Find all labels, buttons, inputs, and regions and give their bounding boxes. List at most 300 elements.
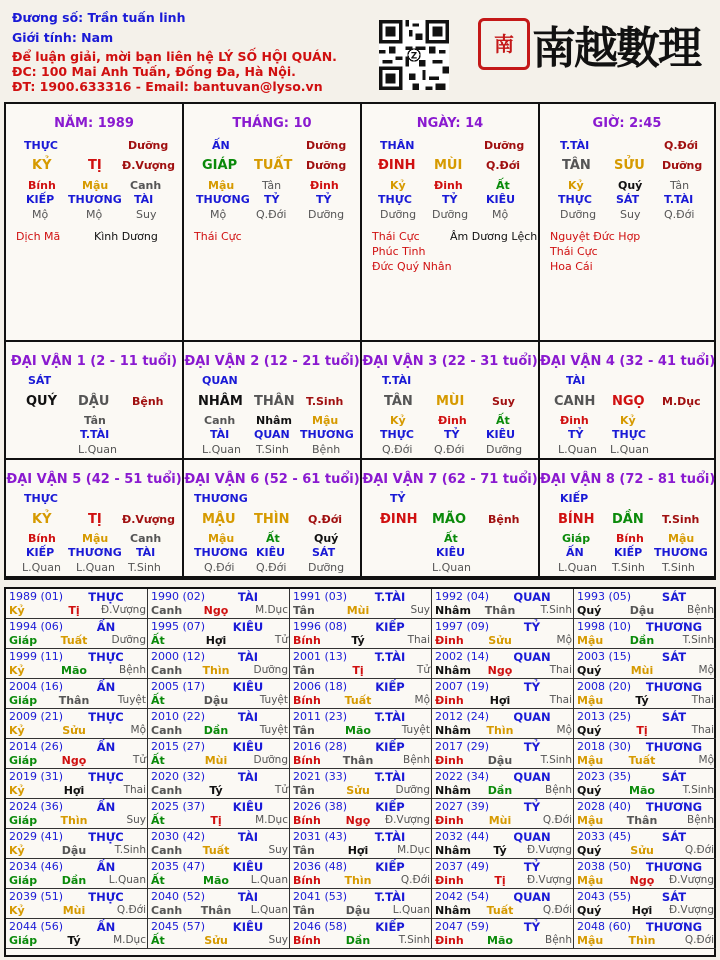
year-stem: Kỷ	[9, 604, 25, 617]
year-cell	[6, 679, 148, 709]
dai-van-term: Tân	[84, 414, 106, 427]
year-star: SÁT	[661, 890, 687, 904]
year-stem: Quý	[577, 604, 602, 617]
year-stem: Mậu	[577, 814, 604, 827]
pillar-term: Mộ	[492, 208, 509, 221]
pillar-term: Ất	[496, 179, 510, 192]
year-stem: Kỷ	[9, 784, 25, 797]
year-cell	[148, 589, 290, 619]
year-phase: Tuyệt	[401, 724, 430, 736]
year-branch: Thìn	[486, 724, 514, 737]
year-cell	[148, 919, 290, 949]
year-star: QUAN	[513, 590, 551, 604]
year-branch: Ngọ	[203, 604, 229, 617]
year-branch: Ngọ	[629, 874, 655, 887]
year-label: 2028 (40)	[577, 800, 632, 813]
year-branch: Mùi	[630, 664, 654, 677]
year-stem: Bính	[293, 634, 321, 647]
year-stem: Đinh	[435, 634, 464, 647]
dai-van-term: DẦN	[612, 512, 644, 527]
year-cell	[290, 829, 432, 859]
year-star: QUAN	[513, 770, 551, 784]
pillar-term: Nguyệt Đức Hợp	[550, 230, 641, 243]
year-phase: Dưỡng	[111, 634, 146, 646]
pillar-term: TỶ	[316, 193, 332, 206]
year-branch: Tý	[209, 784, 223, 797]
dai-van-term: THÂN	[254, 394, 295, 409]
pillar-term: Dưỡng	[308, 208, 345, 221]
dai-van-term: Kỷ	[620, 414, 636, 427]
year-label: 1992 (04)	[435, 590, 490, 603]
pillar-term: TUẤT	[254, 158, 293, 173]
year-phase: Tử	[274, 634, 288, 646]
dai-van-term: SÁT	[28, 374, 52, 387]
year-label: 2025 (37)	[151, 800, 206, 813]
year-stem: Mậu	[577, 874, 604, 887]
year-stem: Mậu	[577, 934, 604, 947]
year-stem: Ất	[151, 814, 165, 827]
pillar-term: Đinh	[434, 179, 463, 192]
year-branch: Tị	[210, 814, 222, 827]
year-cell	[148, 889, 290, 919]
year-stem: Đinh	[435, 874, 464, 887]
year-label: 2041 (53)	[293, 890, 348, 903]
yearly-grid	[4, 587, 716, 957]
dai-van-term: L.Quan	[78, 443, 117, 456]
year-cell	[290, 739, 432, 769]
year-stem: Bính	[293, 934, 321, 947]
pillar-term: T.TÀI	[664, 193, 694, 206]
year-star: KIÊU	[232, 620, 264, 634]
pillar-term: Kỷ	[390, 179, 406, 192]
year-label: 2009 (21)	[9, 710, 64, 723]
dai-van-term: THỰC	[24, 492, 58, 505]
year-branch: Thìn	[628, 934, 656, 947]
pillar-term: Canh	[130, 179, 162, 192]
year-star: KIẾP	[375, 920, 405, 934]
dai-van-term: Q.Đới	[308, 513, 343, 526]
year-stem: Kỷ	[9, 664, 25, 677]
year-branch: Hợi	[63, 784, 85, 797]
year-star: TÀI	[237, 830, 259, 844]
dai-van-term: KIÊU	[256, 546, 286, 559]
pillar-cell	[540, 104, 714, 342]
year-phase: Q.Đới	[542, 904, 572, 916]
year-star: KIẾP	[375, 620, 405, 634]
dai-van-term: Bính	[28, 532, 56, 545]
year-stem: Ất	[151, 754, 165, 767]
year-branch: Mão	[487, 934, 513, 947]
year-branch: Mão	[61, 664, 87, 677]
year-stem: Canh	[151, 844, 183, 857]
year-stem: Quý	[577, 664, 602, 677]
year-stem: Tân	[293, 844, 315, 857]
dai-van-term: TÀI	[136, 546, 156, 559]
dai-van-title: ĐẠI VẬN 2 (12 - 21 tuổi)	[184, 354, 360, 369]
year-phase: L.Quan	[250, 904, 288, 916]
year-phase: Tuyệt	[259, 724, 288, 736]
pillar-term: ĐINH	[378, 158, 416, 173]
year-phase: L.Quan	[108, 874, 146, 886]
year-label: 2010 (22)	[151, 710, 206, 723]
year-star: THỰC	[88, 590, 124, 604]
dai-van-term: Canh	[204, 414, 236, 427]
year-cell	[290, 589, 432, 619]
pillar-term: Thái Cực	[372, 230, 420, 243]
dai-van-cell	[184, 342, 362, 460]
pillar-term: Thái Cực	[194, 230, 242, 243]
pillar-cell	[6, 104, 184, 342]
year-label: 2039 (51)	[9, 890, 64, 903]
dai-van-cell	[540, 460, 714, 578]
dai-van-term: KIẾP	[26, 546, 55, 559]
year-stem: Tân	[293, 604, 315, 617]
year-star: KIÊU	[232, 680, 264, 694]
year-star: KIÊU	[232, 860, 264, 874]
year-phase: Bệnh	[403, 754, 430, 766]
dai-van-term: T.TÀI	[80, 428, 110, 441]
year-cell	[574, 889, 716, 919]
dai-van-term: Mậu	[82, 532, 109, 545]
pillar-cell	[184, 104, 362, 342]
pillar-term: MÙI	[434, 158, 463, 173]
year-branch: Ngọ	[61, 754, 87, 767]
year-stem: Mậu	[577, 634, 604, 647]
pillar-term: Dưỡng	[432, 208, 469, 221]
dai-van-term: Bệnh	[312, 443, 341, 456]
year-stem: Kỷ	[9, 904, 25, 917]
year-branch: Tý	[493, 844, 507, 857]
year-label: 2033 (45)	[577, 830, 632, 843]
year-star: TỶ	[523, 680, 541, 694]
year-cell	[432, 709, 574, 739]
dai-van-term: L.Quan	[76, 561, 115, 574]
pillar-term: Mậu	[208, 179, 235, 192]
year-branch: Sửu	[346, 784, 370, 797]
year-phase: Dưỡng	[395, 784, 430, 796]
pillar-title: NĂM: 1989	[54, 116, 134, 131]
year-star: SÁT	[661, 710, 687, 724]
year-star: THỰC	[88, 890, 124, 904]
dai-van-cell	[362, 342, 540, 460]
logo-seal: 南	[478, 18, 530, 70]
dai-van-cell	[362, 460, 540, 578]
year-label: 2005 (17)	[151, 680, 206, 693]
year-star: THỰC	[88, 830, 124, 844]
dai-van-term: T.Sinh	[256, 443, 289, 456]
pillar-term: THƯƠNG	[68, 193, 122, 206]
year-label: 2048 (60)	[577, 920, 632, 933]
dai-van-term: T.Sinh	[128, 561, 161, 574]
dai-van-term: Ất	[496, 414, 510, 427]
year-label: 1995 (07)	[151, 620, 206, 633]
pillar-term: T.TÀI	[560, 139, 590, 152]
year-cell	[432, 829, 574, 859]
year-star: SÁT	[661, 770, 687, 784]
year-branch: Tuất	[202, 844, 230, 857]
year-phase: Đ.Vượng	[668, 904, 714, 916]
year-stem: Quý	[577, 904, 602, 917]
year-stem: Quý	[577, 784, 602, 797]
year-phase: T.Sinh	[114, 844, 146, 856]
year-phase: L.Quan	[392, 904, 430, 916]
year-branch: Tuất	[628, 754, 656, 767]
year-stem: Nhâm	[435, 844, 471, 857]
pillar-term: Dưỡng	[560, 208, 597, 221]
year-stem: Nhâm	[435, 904, 471, 917]
year-stem: Bính	[293, 754, 321, 767]
year-branch: Mão	[203, 874, 229, 887]
year-cell	[574, 769, 716, 799]
dai-van-term: ẤN	[566, 546, 584, 559]
year-label: 1990 (02)	[151, 590, 206, 603]
year-stem: Nhâm	[435, 664, 471, 677]
dai-van-term: TÀI	[566, 374, 586, 387]
year-cell	[148, 739, 290, 769]
dai-van-term: Kỷ	[390, 414, 406, 427]
year-star: ẤN	[96, 680, 116, 694]
year-label: 2036 (48)	[293, 860, 348, 873]
year-phase: Tuyệt	[117, 694, 146, 706]
year-branch: Mùi	[346, 604, 370, 617]
year-cell	[574, 829, 716, 859]
year-phase: Q.Đới	[684, 934, 714, 946]
owner-name: Đương số: Trần tuấn linh	[12, 10, 186, 25]
pillar-term: TÀI	[134, 193, 154, 206]
year-stem: Ất	[151, 634, 165, 647]
year-branch: Dần	[345, 934, 371, 947]
year-stem: Bính	[293, 874, 321, 887]
year-star: KIẾP	[375, 740, 405, 754]
year-label: 2034 (46)	[9, 860, 64, 873]
pillar-term: Thái Cực	[550, 245, 598, 258]
pillar-term: THƯƠNG	[196, 193, 250, 206]
year-cell	[574, 679, 716, 709]
year-branch: Thìn	[202, 664, 230, 677]
year-star: THƯƠNG	[645, 920, 703, 934]
pillar-term: Dịch Mã	[16, 230, 61, 243]
year-cell	[574, 799, 716, 829]
year-cell	[574, 919, 716, 949]
year-stem: Canh	[151, 604, 183, 617]
dai-van-term: L.Quan	[202, 443, 241, 456]
dai-van-term: QUAN	[202, 374, 238, 387]
header	[0, 0, 720, 100]
year-label: 2002 (14)	[435, 650, 490, 663]
year-star: T.TÀI	[374, 650, 406, 664]
year-phase: Tuyệt	[259, 694, 288, 706]
year-label: 2032 (44)	[435, 830, 490, 843]
year-star: TỶ	[523, 620, 541, 634]
year-cell	[6, 919, 148, 949]
dai-van-cell	[184, 460, 362, 578]
dai-van-term: T.Sinh	[662, 561, 695, 574]
dai-van-term: SÁT	[312, 546, 336, 559]
year-branch: Sửu	[488, 634, 512, 647]
pillar-term: Tân	[670, 179, 690, 192]
year-star: T.TÀI	[374, 830, 406, 844]
year-label: 2020 (32)	[151, 770, 206, 783]
year-stem: Ất	[151, 874, 165, 887]
year-star: KIÊU	[232, 800, 264, 814]
year-phase: M.Dục	[255, 604, 288, 616]
year-label: 2000 (12)	[151, 650, 206, 663]
year-stem: Nhâm	[435, 724, 471, 737]
pillar-cell	[362, 104, 540, 342]
dai-van-title: ĐẠI VẬN 8 (72 - 81 tuổi)	[540, 472, 716, 487]
year-phase: Thai	[549, 664, 572, 676]
dai-van-term: Suy	[492, 395, 515, 408]
dai-van-term: Q.Đới	[434, 443, 465, 456]
pillar-term: Q.Đới	[256, 208, 287, 221]
pillar-term: Đ.Vượng	[122, 159, 176, 172]
year-branch: Dậu	[203, 694, 229, 707]
dai-van-term: TỶ	[390, 492, 406, 505]
year-phase: M.Dục	[255, 814, 288, 826]
year-branch: Hợi	[347, 844, 369, 857]
dai-van-term: TỶ	[444, 428, 460, 441]
year-star: TỶ	[523, 800, 541, 814]
year-phase: Bệnh	[687, 814, 714, 826]
year-label: 2016 (28)	[293, 740, 348, 753]
year-cell	[290, 649, 432, 679]
year-label: 2003 (15)	[577, 650, 632, 663]
year-label: 2030 (42)	[151, 830, 206, 843]
year-label: 2019 (31)	[9, 770, 64, 783]
year-stem: Đinh	[435, 694, 464, 707]
year-phase: Mộ	[556, 724, 572, 736]
dai-van-term: KIẾP	[560, 492, 589, 505]
year-cell	[6, 739, 148, 769]
year-star: QUAN	[513, 890, 551, 904]
dai-van-term: THƯƠNG	[194, 492, 248, 505]
pillar-term: Q.Đới	[664, 139, 699, 152]
year-cell	[432, 889, 574, 919]
year-star: KIẾP	[375, 800, 405, 814]
dai-van-term: Giáp	[562, 532, 591, 545]
year-branch: Dậu	[61, 844, 87, 857]
year-branch: Mùi	[488, 814, 512, 827]
dai-van-term: QUÝ	[26, 394, 58, 409]
year-phase: Tử	[274, 784, 288, 796]
dai-van-term: THỰC	[380, 428, 414, 441]
year-cell	[574, 859, 716, 889]
year-label: 2015 (27)	[151, 740, 206, 753]
dai-van-term: L.Quan	[432, 561, 471, 574]
year-star: THỰC	[88, 710, 124, 724]
year-phase: T.Sinh	[682, 784, 714, 796]
year-cell	[432, 859, 574, 889]
dai-van-term: KIẾP	[614, 546, 643, 559]
year-stem: Tân	[293, 784, 315, 797]
year-stem: Ất	[151, 694, 165, 707]
year-phase: Q.Đới	[684, 844, 714, 856]
year-branch: Tị	[68, 604, 80, 617]
dai-van-term: Bính	[616, 532, 644, 545]
dai-van-term: Quý	[314, 532, 339, 545]
year-label: 2031 (43)	[293, 830, 348, 843]
year-stem: Bính	[293, 694, 321, 707]
dai-van-term: Đ.Vượng	[122, 513, 176, 526]
year-label: 2001 (13)	[293, 650, 348, 663]
year-star: T.TÀI	[374, 590, 406, 604]
year-cell	[148, 619, 290, 649]
dai-van-term: TỶ	[568, 428, 584, 441]
year-phase: Đ.Vượng	[384, 814, 430, 826]
year-phase: Tử	[416, 664, 430, 676]
year-branch: Tý	[635, 694, 649, 707]
year-phase: Bệnh	[687, 604, 714, 616]
year-branch: Dần	[203, 724, 229, 737]
year-phase: Bệnh	[119, 664, 146, 676]
dai-van-term: MẬU	[202, 512, 236, 527]
year-label: 2043 (55)	[577, 890, 632, 903]
year-cell	[290, 859, 432, 889]
year-phase: Mộ	[556, 634, 572, 646]
year-label: 2042 (54)	[435, 890, 490, 903]
pillar-term: Đinh	[310, 179, 339, 192]
year-stem: Canh	[151, 724, 183, 737]
pillar-term: THỰC	[24, 139, 58, 152]
year-cell	[290, 769, 432, 799]
year-cell	[432, 649, 574, 679]
pillar-term: KIẾP	[26, 193, 55, 206]
year-label: 1999 (11)	[9, 650, 64, 663]
logo-text: 南越數理	[532, 23, 700, 74]
year-star: TỶ	[523, 740, 541, 754]
year-phase: Thai	[407, 634, 430, 646]
year-stem: Canh	[151, 904, 183, 917]
year-label: 2038 (50)	[577, 860, 632, 873]
year-stem: Mậu	[577, 694, 604, 707]
year-phase: Bệnh	[545, 934, 572, 946]
dai-van-term: NGỌ	[612, 394, 645, 409]
year-branch: Thân	[342, 754, 374, 767]
dai-van-term: L.Quan	[558, 561, 597, 574]
pillar-term: Tân	[262, 179, 282, 192]
pillar-term: SÁT	[616, 193, 640, 206]
year-stem: Nhâm	[435, 604, 471, 617]
year-branch: Tuất	[344, 694, 372, 707]
year-cell	[290, 799, 432, 829]
year-label: 1996 (08)	[293, 620, 348, 633]
year-phase: Thai	[549, 694, 572, 706]
pillar-term: Bính	[28, 179, 56, 192]
year-star: TÀI	[237, 890, 259, 904]
qr-code[interactable]	[379, 20, 449, 90]
chart-grid	[4, 102, 716, 580]
year-phase: Mộ	[414, 694, 430, 706]
year-cell	[6, 649, 148, 679]
year-phase: T.Sinh	[398, 934, 430, 946]
year-label: 2013 (25)	[577, 710, 632, 723]
year-cell	[432, 799, 574, 829]
pillar-term: Quý	[618, 179, 643, 192]
year-phase: Thai	[123, 784, 146, 796]
dai-van-term: Q.Đới	[204, 561, 235, 574]
year-branch: Sửu	[62, 724, 86, 737]
year-phase: Đ.Vượng	[100, 604, 146, 616]
year-star: KIÊU	[232, 740, 264, 754]
year-branch: Tị	[494, 874, 506, 887]
pillar-term: Dưỡng	[380, 208, 417, 221]
dai-van-term: Canh	[130, 532, 162, 545]
pillar-term: Kỷ	[568, 179, 584, 192]
year-cell	[574, 619, 716, 649]
year-stem: Giáp	[9, 754, 38, 767]
year-cell	[6, 589, 148, 619]
year-star: THỰC	[88, 770, 124, 784]
